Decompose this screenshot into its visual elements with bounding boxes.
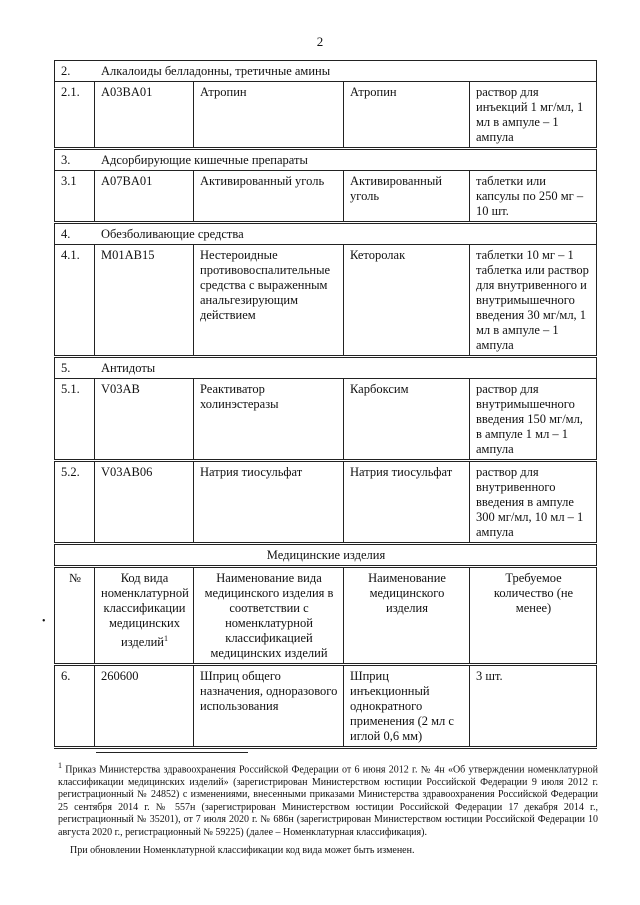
section-heading bbox=[55, 223, 597, 245]
table-row bbox=[55, 461, 597, 544]
row-number: 5.1. bbox=[55, 379, 95, 461]
section-title: Алкалоиды белладонны, третичные амины bbox=[101, 64, 331, 78]
atc-code: A07BA01 bbox=[95, 171, 194, 223]
footnote-divider bbox=[96, 752, 248, 753]
device-name: Шприц инъекционный однократного применения (2 мл с иглой 0,6 мм) bbox=[344, 665, 470, 748]
table-row bbox=[55, 171, 597, 223]
footnote-note: При обновлении Номенклатурной классификации код вида может быть изменен. bbox=[70, 845, 415, 857]
drug-name: Натрия тиосульфат bbox=[344, 461, 470, 544]
footnote-text-block bbox=[58, 760, 598, 839]
device-header-row bbox=[55, 567, 597, 665]
row-number: 4.1. bbox=[55, 245, 95, 357]
header-device-name: Наименование медицинского изделия bbox=[344, 567, 470, 665]
row-number: 6. bbox=[55, 665, 95, 748]
table-row bbox=[55, 82, 597, 149]
dosage-form: таблетки 10 мг – 1 таблетка или раствор для внутривенного и внутримышечного введения 30 мг/мл, 1 мл в ампуле – 1 ампула bbox=[470, 245, 597, 357]
devices-title: Медицинские изделия bbox=[55, 544, 597, 567]
drug-name: Кеторолак bbox=[344, 245, 470, 357]
dosage-form: раствор для внутривенного введения в ампуле 300 мг/мл, 10 мл – 1 ампула bbox=[470, 461, 597, 544]
footnote bbox=[58, 760, 598, 858]
row-number: 3.1 bbox=[55, 171, 95, 223]
header-code bbox=[95, 567, 194, 665]
row-number: 5.2. bbox=[55, 461, 95, 544]
drug-name: Карбоксим bbox=[344, 379, 470, 461]
atc-code: V03AB06 bbox=[95, 461, 194, 544]
section-heading bbox=[55, 357, 597, 379]
equipment-table bbox=[54, 60, 597, 749]
device-type-name: Шприц общего назначения, одноразового использования bbox=[194, 665, 344, 748]
dosage-form: раствор для инъекций 1 мг/мл, 1 мл в ампуле – 1 ампула bbox=[470, 82, 597, 149]
header-type-name: Наименование вида медицинского изделия в соответствии с номенклатурной классификацией медицинских изделий bbox=[194, 567, 344, 665]
header-code-text: Код вида номенклатурной классификации медицинских изделий bbox=[101, 571, 189, 650]
section-number: 4. bbox=[61, 227, 71, 241]
section-title: Обезболивающие средства bbox=[101, 227, 244, 241]
device-code: 260600 bbox=[95, 665, 194, 748]
group-name: Атропин bbox=[194, 82, 344, 149]
drug-name: Активированный уголь bbox=[344, 171, 470, 223]
group-name: Нестероидные противовоспалительные средства с выраженным анальгезирующим действием bbox=[194, 245, 344, 357]
atc-code: M01AB15 bbox=[95, 245, 194, 357]
margin-mark: • bbox=[42, 616, 46, 627]
section-row bbox=[55, 149, 597, 171]
device-quantity: 3 шт. bbox=[470, 665, 597, 748]
section-row bbox=[55, 544, 597, 567]
section-row bbox=[55, 357, 597, 379]
footnote-text: Приказ Министерства здравоохранения Российской Федерации от 6 июня 2012 г. № 4н «Об утверждении номенклатурной классификации медицинских изделий» (зарегистрирован Министерством юстиции Российской Федерации 9 июля 2012 г. регистрационный № 24852) с изменениями, внесенными приказами Министерства здравоохранения Российской Федерации 25 сентября 2014 г. № 557н (зарегистрирован Министерством юстиции Российской Федерации 17 декабря 2014 г., регистрационный № 35201), от 7 июля 2020 г. № 686н (зарегистрирован Министерством юстиции Российской Федерации 10 августа 2020 г., регистрационный № 59225) (далее – Номенклатурная классификация). bbox=[58, 764, 598, 838]
section-heading bbox=[55, 149, 597, 171]
group-name: Реактиватор холинэстеразы bbox=[194, 379, 344, 461]
dosage-form: таблетки или капсулы по 250 мг – 10 шт. bbox=[470, 171, 597, 223]
row-number: 2.1. bbox=[55, 82, 95, 149]
header-quantity: Требуемое количество (не менее) bbox=[470, 567, 597, 665]
section-row bbox=[55, 223, 597, 245]
atc-code: A03BA01 bbox=[95, 82, 194, 149]
section-number: 5. bbox=[61, 361, 71, 375]
group-name: Натрия тиосульфат bbox=[194, 461, 344, 544]
section-heading bbox=[55, 61, 597, 82]
header-num: № bbox=[55, 567, 95, 665]
section-number: 2. bbox=[61, 64, 71, 78]
table-row bbox=[55, 245, 597, 357]
table-row bbox=[55, 665, 597, 748]
table-row bbox=[55, 379, 597, 461]
section-number: 3. bbox=[61, 153, 71, 167]
drug-name: Атропин bbox=[344, 82, 470, 149]
section-row bbox=[55, 61, 597, 82]
section-title: Адсорбирующие кишечные препараты bbox=[101, 153, 308, 167]
page-number: 2 bbox=[316, 34, 324, 49]
footnote-ref: 1 bbox=[163, 634, 168, 643]
footnote-marker: 1 bbox=[58, 761, 62, 770]
atc-code: V03AB bbox=[95, 379, 194, 461]
dosage-form: раствор для внутримышечного введения 150 мг/мл, в ампуле 1 мл – 1 ампула bbox=[470, 379, 597, 461]
section-title: Антидоты bbox=[101, 361, 156, 375]
group-name: Активированный уголь bbox=[194, 171, 344, 223]
